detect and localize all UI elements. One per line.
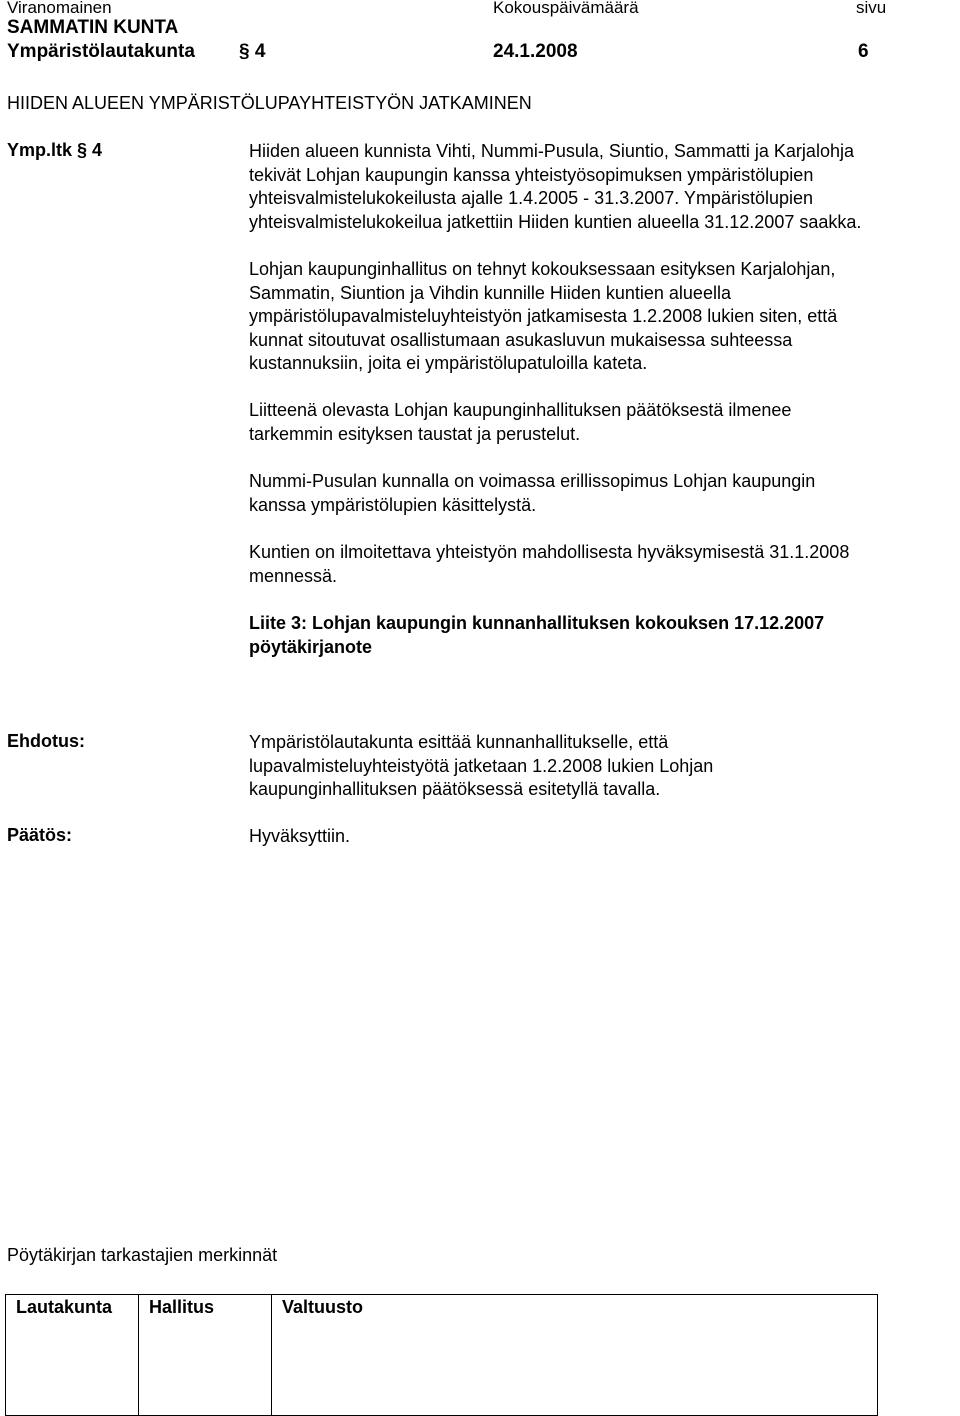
meeting-date-label: Kokouspäivämäärä xyxy=(493,0,639,17)
text-line: kanssa ympäristölupien käsittelystä. xyxy=(249,494,537,515)
text-line: lupavalmisteluyhteistyötä jatketaan 1.2.2008 lukien Lohjan xyxy=(249,755,714,776)
text-line: Liitteenä olevasta Lohjan kaupunginhallituksen päätöksestä ilmenee xyxy=(249,400,792,420)
board-name: Ympäristölautakunta xyxy=(7,41,195,62)
text-line: tarkemmin esityksen taustat ja perustelut. xyxy=(249,423,581,444)
page-number: 6 xyxy=(858,41,869,62)
paragraph-1 xyxy=(249,140,949,234)
text-line: ympäristölupavalmisteluyhteistyön jatkamisesta 1.2.2008 lukien siten, että xyxy=(249,306,838,326)
text-line: Kuntien on ilmoitettava yhteistyön mahdollisesta hyväksymisestä 31.1.2008 xyxy=(249,542,850,562)
paragraph-4 xyxy=(249,470,949,517)
page-label: sivu xyxy=(856,0,887,17)
text-line: kunnat sitoutuvat osallistumaan asukasluvun mukaisessa suhteessa xyxy=(249,329,793,350)
org-name: SAMMATIN KUNTA xyxy=(7,17,179,38)
attachment-note xyxy=(249,612,949,659)
section-reference: Ymp.ltk § 4 xyxy=(7,140,103,160)
proposal-label: Ehdotus: xyxy=(7,731,85,751)
text-line: kaupunginhallituksen päätöksessä esitetyllä tavalla. xyxy=(249,779,661,799)
section-title: HIIDEN ALUEEN YMPÄRISTÖLUPAYHTEISTYÖN JATKAMINEN xyxy=(7,93,532,113)
text-line: Lohjan kaupunginhallitus on tehnyt kokouksessaan esityksen Karjalohjan, xyxy=(249,259,836,279)
column-label: Hallitus xyxy=(149,1297,215,1317)
paragraph-5 xyxy=(249,541,949,588)
paragraph-3 xyxy=(249,399,949,446)
text-line: Sammatin, Siuntion ja Vihdin kunnille Hiiden kuntien alueella xyxy=(249,282,731,303)
review-label: Pöytäkirjan tarkastajien merkinnät xyxy=(7,1245,278,1265)
text-line: yhteisvalmistelukokeilusta ajalle 1.4.2005 - 31.3.2007. Ympäristölupien xyxy=(249,188,814,208)
signature-table xyxy=(5,1294,878,1416)
section-number: § 4 xyxy=(239,41,266,62)
signature-cell-government xyxy=(139,1295,272,1416)
text-line: pöytäkirjanote xyxy=(249,636,373,657)
signature-cell-council xyxy=(272,1295,878,1416)
column-label: Lautakunta xyxy=(16,1297,113,1317)
proposal-text xyxy=(249,731,949,802)
text-line: tekivät Lohjan kaupungin kanssa yhteistyösopimuksen ympäristölupien xyxy=(249,164,814,185)
text-line: Hiiden alueen kunnista Vihti, Nummi-Pusula, Siuntio, Sammatti ja Karjalohja xyxy=(249,141,854,161)
text-line: kustannuksiin, joita ei ympäristölupatuloilla kateta. xyxy=(249,353,648,373)
decision-text xyxy=(249,825,949,849)
paragraph-2 xyxy=(249,258,949,376)
text-line: Hyväksyttiin. xyxy=(249,826,351,846)
text-line: Ympäristölautakunta esittää kunnanhallitukselle, että xyxy=(249,732,669,752)
authority-label: Viranomainen xyxy=(7,0,112,17)
decision-label: Päätös: xyxy=(7,825,73,845)
text-line: yhteisvalmistelukokeilua jatkettiin Hiiden kuntien alueella 31.12.2007 saakka. xyxy=(249,211,862,232)
column-label: Valtuusto xyxy=(282,1297,364,1317)
text-line: Liite 3: Lohjan kaupungin kunnanhallituksen kokouksen 17.12.2007 xyxy=(249,613,825,633)
text-line: mennessä. xyxy=(249,565,338,586)
signature-cell-board xyxy=(6,1295,139,1416)
text-line: Nummi-Pusulan kunnalla on voimassa erillissopimus Lohjan kaupungin xyxy=(249,471,816,491)
meeting-date: 24.1.2008 xyxy=(493,41,578,62)
